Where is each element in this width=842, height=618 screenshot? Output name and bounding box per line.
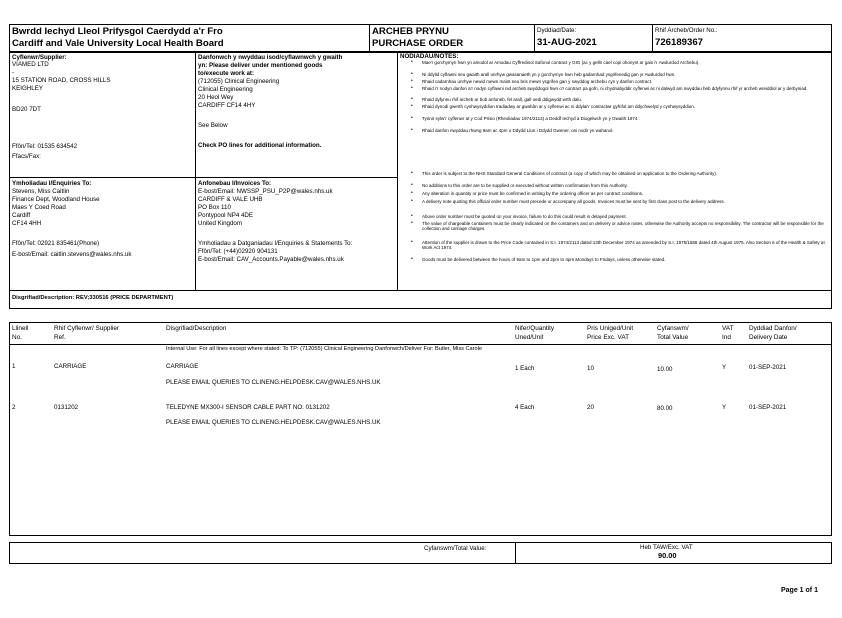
supplier-phone: Ffôn/Tel: 01535 634542 [12, 143, 78, 150]
enquiries-dept: Finance Dept, Woodland House [12, 196, 100, 203]
header-vat-1: VAT [722, 325, 734, 332]
note-welsh-2: Ni ddylid cyflawni neu gwaith arall unrhyw gwasanaeth yn y gorchymyn hwn heb gadarnhad ysgrifenedig gan yr Awdurdod hwn. [422, 72, 676, 77]
bullet-icon: • [411, 103, 413, 109]
totals-band [9, 542, 832, 564]
bullet-icon: • [411, 170, 413, 176]
row-vat-ind: Y [722, 364, 727, 371]
bullet-icon: • [411, 78, 413, 84]
enquiries-email[interactable]: E-bost/Email: caitlin.stevens@wales.nhs.uk [12, 251, 132, 258]
row-line-no: 2 [12, 404, 16, 411]
header-supplier-ref-1: Rhif Cyflenwr/ Supplier [54, 325, 119, 332]
row-line-no: 1 [12, 363, 16, 370]
enquiries-road: Maes Y Coed Road [12, 204, 66, 211]
delivery-line-2: yn: Please deliver under mentioned goods [198, 62, 323, 69]
note-welsh-7: Tynnir sylw'r cyflenwr at y Cod Prisio (Rheoliadau 1974/2113) a Deddf Iechyd a Diogelwch yn y Gwaith 1974. [422, 116, 639, 121]
bullet-icon: • [411, 190, 413, 196]
enquiries-city: Cardiff [12, 212, 31, 219]
delivery-line-7: CARDIFF CF14 4HY [198, 102, 256, 109]
doc-type-welsh: ARCHEB PRYNU [372, 26, 449, 37]
statements-label: Ymholiadau a Datganiadau I/Enquiries & Statements To: [198, 240, 353, 247]
row-supplier-ref: CARRIAGE [54, 363, 87, 370]
header-line-no-1: Llinell [12, 325, 29, 332]
note-english-7: Attention of the supplier is drawn to the Price Code contained in S.I. 1974/2113 dated 13th December 1974 as amended by S.I. 1975/1688 dated 4th August 1975. Also Section 6 of the Health & Safety at Work Act 1974. [422, 240, 825, 251]
delivery-line-5: Clinical Engineering [198, 86, 253, 93]
total-vat-label: Heb TAW/Exc. VAT [640, 544, 693, 551]
total-label: Cyfanswm/Total Value: [424, 545, 487, 552]
header-total-1: Cyfanswm/ [657, 325, 689, 332]
row-delivery-date: 01-SEP-2021 [749, 364, 787, 371]
row-delivery-date: 01-SEP-2021 [749, 404, 787, 411]
header-line-no-2: No. [12, 334, 22, 341]
statements-email[interactable]: E-bost/Email: CAV_Accounts.Payable@wales.nhs.uk [198, 256, 344, 263]
date-label: Dyddiad/Date: [537, 27, 577, 34]
internal-use-note: Internal Use: For all lines except where stated: To TP: (712055) Clinical Engineering Danfonwch/Deliver For: Butler, Miss Carole [166, 346, 482, 352]
invoices-country: United Kingdom [198, 220, 243, 227]
bullet-icon: • [411, 239, 413, 245]
header-delivery-date-1: Dyddiad Danfon/ [749, 325, 797, 332]
supplier-label: Cyflenwr/Supplier: [12, 54, 67, 61]
note-english-6: The value of chargeable containers must be clearly indicated on the containers and on delivery or advice notes, otherwise the Authority accepts no responsibility. The contractor will be responsible for the collection and carriage charges. [422, 221, 824, 232]
note-welsh-1: Mae'r gorchymyn hwn yn amodol ar Amodau Cyffredinol Safonol contract y GIG (ac y gellir cael copi ohonynt ar gais i'r Awdurdod Archebu). [422, 60, 700, 65]
supplier-address-1: 15 STATION ROAD, CROSS HILLS [12, 77, 111, 84]
bullet-icon: • [411, 115, 413, 121]
lines-table [9, 322, 832, 536]
bullet-icon: • [411, 198, 413, 204]
row-quantity: 4 Each [515, 404, 535, 411]
invoices-email[interactable]: E-bost/Email: NWSSP_PSU_P2P@wales.nhs.uk [198, 188, 333, 195]
enquiries-phone: Ffôn/Tel: 02921 835461(Phone) [12, 240, 100, 247]
header-delivery-date-2: Delivery Date [749, 334, 788, 341]
delivery-line-6: 20 Heol Wey [198, 94, 234, 101]
invoices-pobox: PO Box 110 [198, 204, 231, 211]
bullet-icon: • [411, 127, 413, 133]
supplier-fax: Ffacs/Fax: [12, 153, 41, 160]
enquiries-label: Ymholiadau I/Enquiries To: [12, 180, 92, 187]
row-vat-ind: Y [722, 404, 727, 411]
note-english-5: Above order number must be quoted on your invoice, failure to do this could result in delayed payment. [422, 214, 627, 219]
header-quantity-1: Nifer/Quantity [515, 325, 555, 332]
bullet-icon: • [411, 182, 413, 188]
bullet-icon: • [411, 85, 413, 91]
header-supplier-ref-2: Ref. [54, 334, 66, 341]
doc-type-english: PURCHASE ORDER [372, 38, 464, 49]
row-quantity: 1 Each [515, 365, 535, 372]
note-welsh-3: Rhaid cadarnhau unrhyw newid mewn maint neu bris mewn ysgrifen gan y swyddog archebu cyn y danfon contract. [422, 79, 653, 84]
delivery-line-8: See Below [198, 122, 228, 129]
header-vat-2: Ind [722, 334, 731, 341]
page-number: Page 1 of 1 [781, 587, 818, 594]
row-description-note: PLEASE EMAIL QUERIES TO CLINENG.HELPDESK.CAV@WALES.NHS.UK [166, 419, 381, 426]
supplier-address-2: KEIGHLEY [12, 85, 43, 92]
header-total-2: Total Value [657, 334, 689, 341]
header-price-1: Pris Uniged/Unit [587, 325, 634, 332]
date-value: 31-AUG-2021 [537, 37, 597, 48]
note-welsh-8: Rhaid danfon nwyddau rhwng 9am ac 4pm o Ddydd Llun i Ddydd Gwener, oni nodir yn wahanol. [422, 128, 614, 133]
note-english-1: This order is subject to the NHS Standard General Conditions of contract (a copy of which may be obtained on application to the Ordering Authority). [422, 171, 718, 176]
note-english-3: Any alteration in quantity or price must be confirmed in writing by the ordering officer as per contract conditions. [422, 191, 644, 196]
delivery-line-4: (712055) Clinical Engineering [198, 78, 280, 85]
delivery-line-1: Danfonwch y nwyddau isod/cyflawnwch y gwaith [198, 54, 343, 61]
row-total-value: 80.00 [657, 405, 673, 412]
note-welsh-6: Rhaid dynodi gwerth cynhwysyddion tradiadwy ar gwahân ar y cyflenwi ac ni ddylai'r contractwr gyfrifol am ddychwelyd y cynhwysyddion. [422, 104, 695, 109]
note-english-2: No additions to this order are to be supplied or executed without written confirmation from this Authority. [422, 183, 628, 188]
supplier-dash: - [12, 69, 15, 76]
total-value: 90.00 [658, 551, 677, 560]
header-quantity-2: Uned/Unit [515, 334, 544, 341]
bullet-icon: • [411, 59, 413, 65]
org-name-english: Cardiff and Vale University Local Health Board [12, 38, 224, 49]
supplier-postcode: BD20 7DT [12, 106, 41, 113]
invoices-label: Anfonebau I/Invoices To: [198, 180, 272, 187]
delivery-line-3: to/execute work at: [198, 70, 255, 77]
row-unit-price: 10 [587, 365, 594, 372]
statements-phone: Ffôn/Tel: (+44)02920 904131 [198, 248, 278, 255]
note-welsh-5: Rhaid dyfynnu rhif archeb ar bob anfoneb, fel arall, gall oedi ddigwydd wrth dalu. [422, 97, 583, 102]
enquiries-name: Stevens, Miss Caitlin [12, 188, 70, 195]
header-description: Disgrifiad/Description [166, 325, 227, 332]
bullet-icon: • [411, 256, 413, 262]
order-no-value: 726189367 [655, 37, 704, 48]
delivery-line-9: Check PO lines for additional information. [198, 142, 322, 149]
invoices-org: CARDIFF & VALE UHB [198, 196, 263, 203]
bullet-icon: • [411, 71, 413, 77]
order-no-label: Rhif Archeb/Order No.: [655, 27, 718, 34]
notes-title: NODIADAU/NOTES: [400, 53, 459, 60]
enquiries-postcode: CF14 4HH [12, 220, 42, 227]
bullet-icon: • [411, 220, 413, 226]
row-description: TELEDYNE MX300-I SENSOR CABLE PART NO: 0131202 [166, 404, 330, 411]
bullet-icon: • [411, 213, 413, 219]
invoices-town: Pontypool NP4 4DE [198, 212, 254, 219]
bullet-icon: • [411, 96, 413, 102]
header-price-2: Price Exc. VAT [587, 334, 630, 341]
row-total-value: 10.00 [657, 366, 673, 373]
row-description: CARRIAGE [166, 363, 199, 370]
order-description: Disgrifiad/Description: REV;330516 (PRICE DEPARTMENT) [12, 295, 174, 301]
row-supplier-ref: 0131202 [54, 404, 79, 411]
row-description-note: PLEASE EMAIL QUERIES TO CLINENG.HELPDESK.CAV@WALES.NHS.UK [166, 379, 381, 386]
supplier-name: VIAMED LTD [12, 61, 49, 68]
row-unit-price: 20 [587, 404, 594, 411]
org-name-welsh: Bwrdd Iechyd Lleol Prifysgol Caerdydd a'r Fro [12, 26, 223, 37]
note-welsh-4: Rhaid i'r nodyn danfon a'r nodyn cyflawni nid archeb swyddogol hwn o'r contract pa gofn, ni chydnabyddir cyflenwi ac ni dalwyd am nwyddau heb ddyfynnu rhif yr archeb wreiddiol ar y derbyniad. [422, 86, 808, 91]
note-english-4: A delivery note quoting this official order number must precede or accompany all goods. Invoices must be sent by first class post to the delivery address. [422, 199, 725, 204]
note-english-8: Goods must be delivered between the hours of 9am to 1pm and 2pm to 4pm Mondays to Fridays, unless otherwise stated. [422, 257, 666, 262]
